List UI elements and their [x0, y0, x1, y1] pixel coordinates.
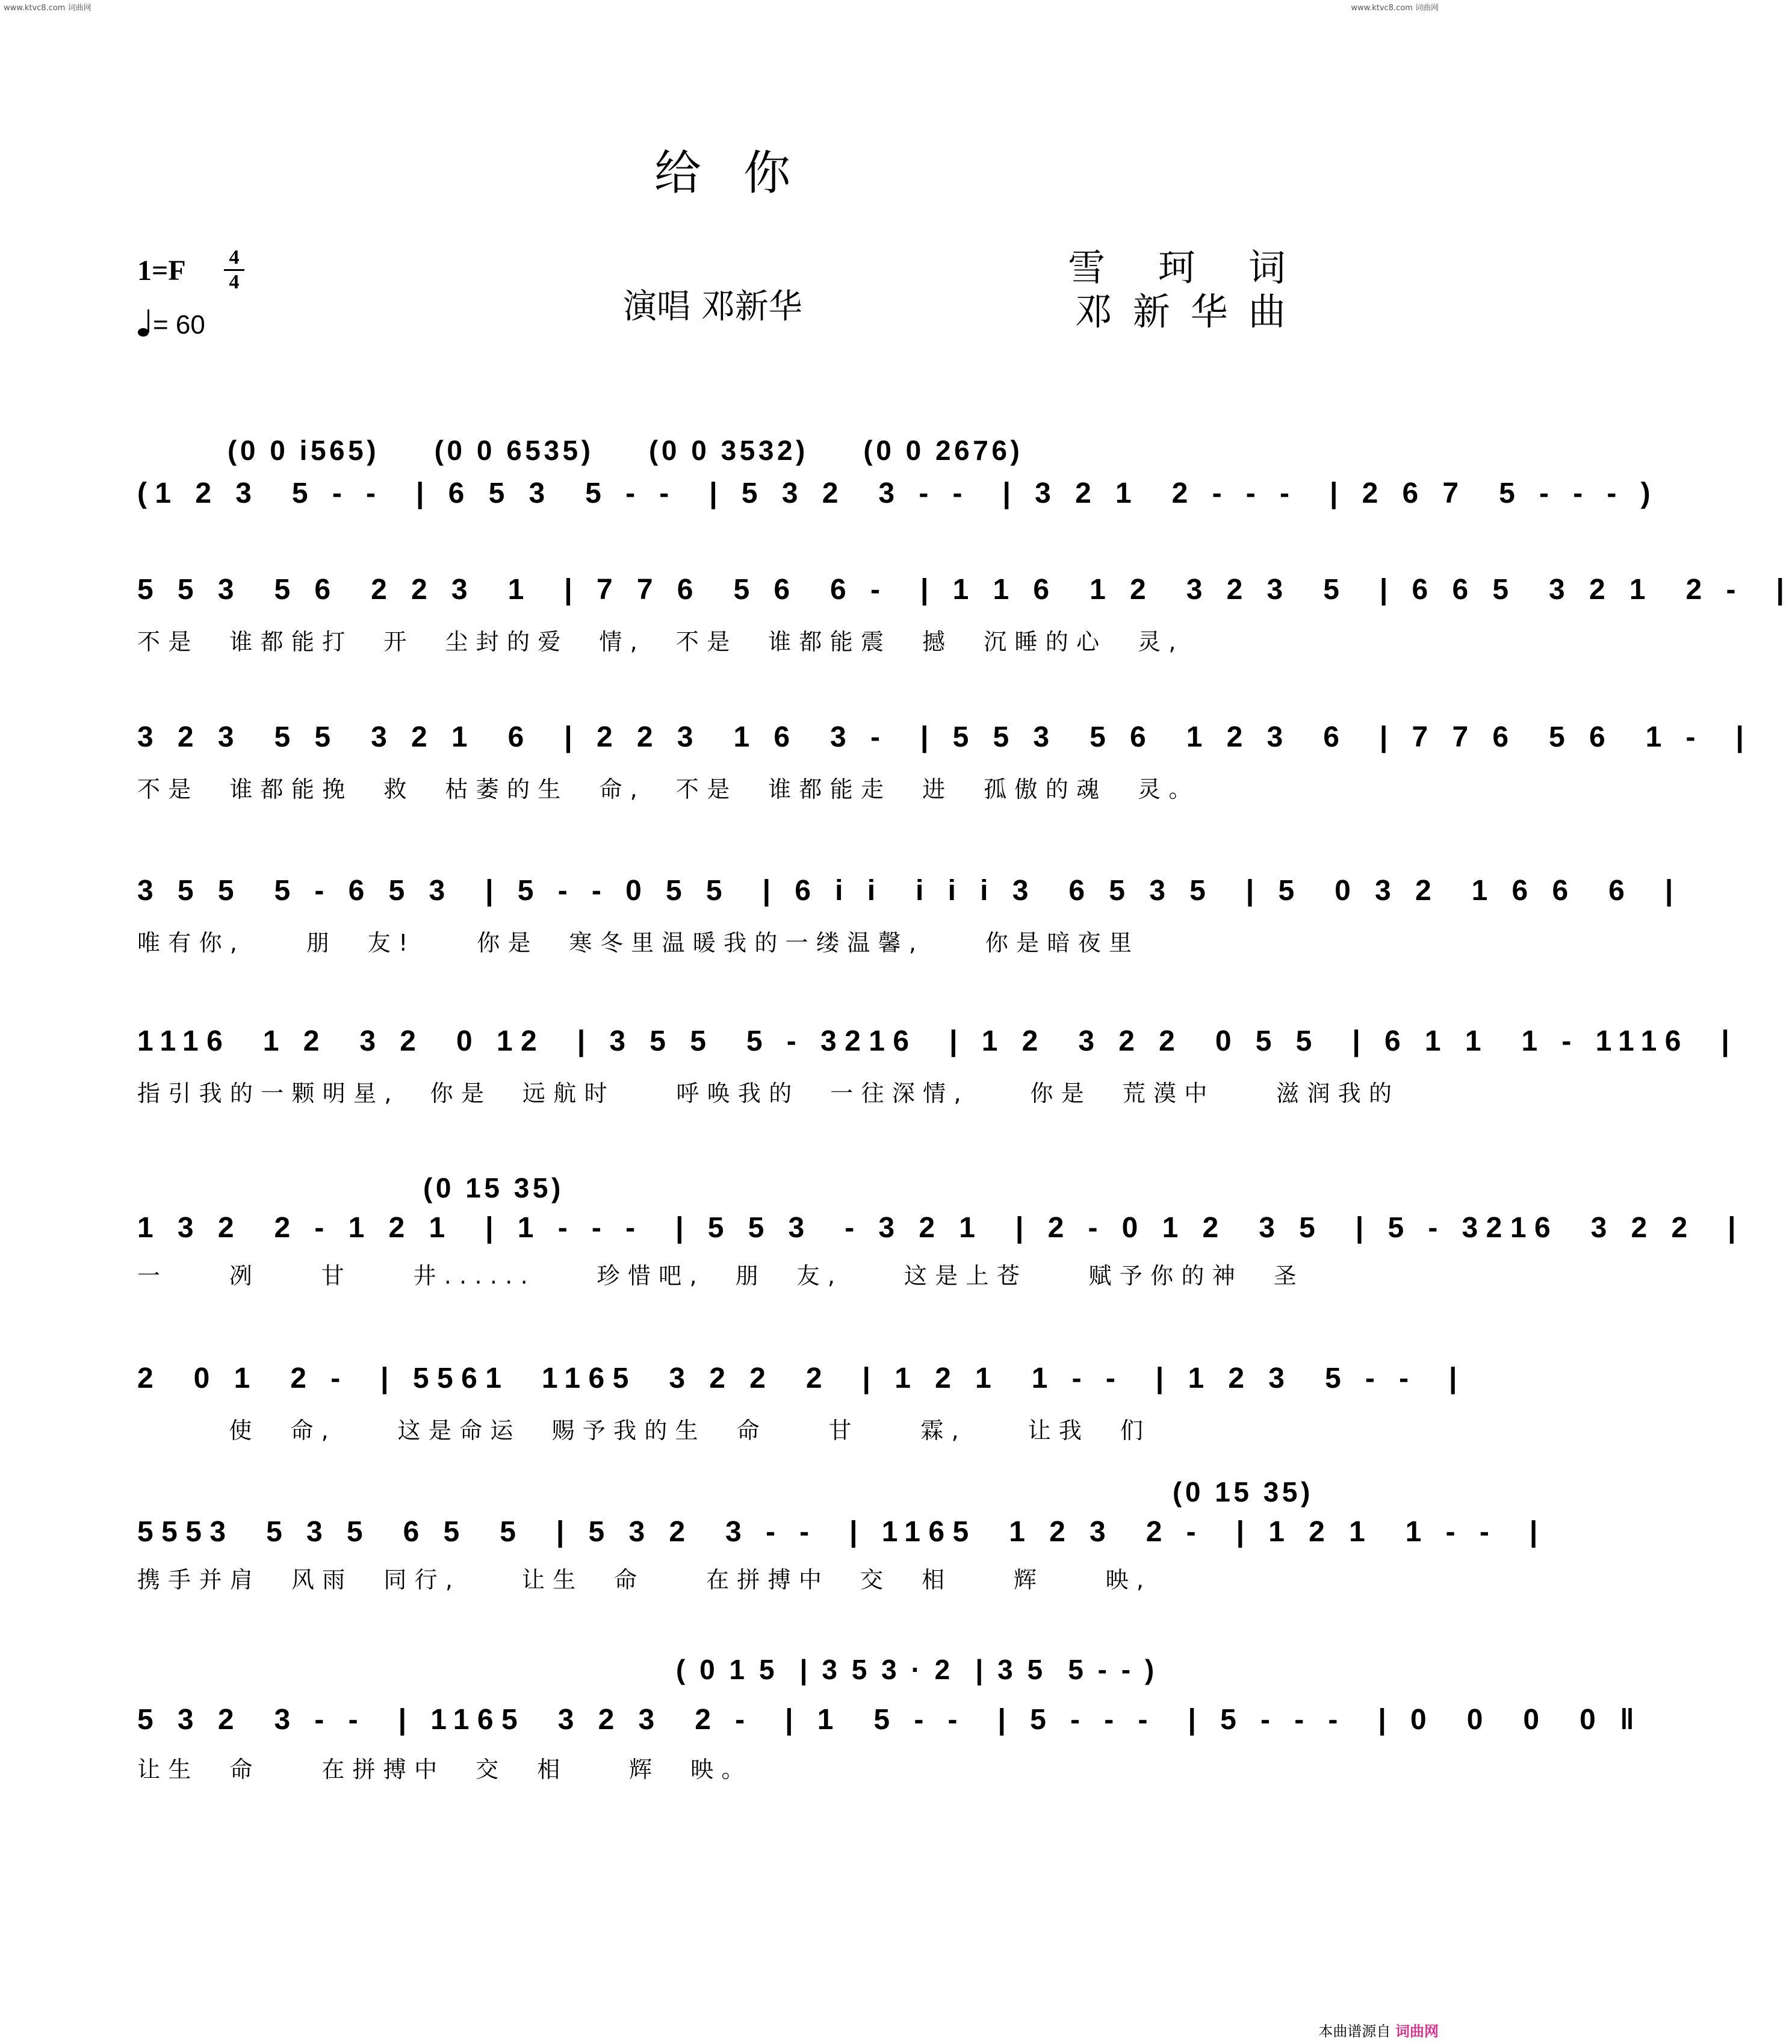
intro-marking: (0 15 35): [423, 1172, 564, 1204]
quarter-note-icon: [137, 308, 153, 345]
time-signature: [224, 247, 244, 293]
footer-brand[interactable]: 词曲网: [1395, 2023, 1439, 2040]
footer-credit: [1318, 2019, 1439, 2040]
intro-marking: (0 0 i565) (0 0 6535) (0 0 3532) (0 0 2676): [228, 435, 1023, 466]
key-signature: 1=F: [137, 255, 186, 287]
note-line: 5 5 3 5 6 2 2 3 1 | 7 7 6 5 6 6 - | 1 1 6 1 2 3 2 3 5 | 6 6 5 3 2 1 2 - |: [137, 574, 1792, 606]
watermark-left: www.ktvc8.com 词曲网: [4, 4, 91, 13]
lyric-line: 一 冽 甘 井...... 珍惜吧, 朋 友, 这是上苍 赋予你的神 圣: [137, 1263, 1305, 1289]
lyric-line: 携手并肩 风雨 同行, 让生 命 在拼搏中 交 相 辉 映,: [137, 1567, 1152, 1593]
note-line: 3 5 5 5 - 6 5 3 | 5 - - 0 5 5 | 6 i i i i i 3 6 5 3 5 | 5 0 3 2 1 6 6 6 |: [137, 875, 1681, 907]
intro-marking: (0 15 35): [1173, 1476, 1313, 1508]
lyric-line: 指引我的一颗明星, 你是 远航时 呼唤我的 一往深情, 你是 荒漠中 滋润我的: [137, 1080, 1400, 1107]
note-line: 5553 5 3 5 6 5 5 | 5 3 2 3 - - | 1165 1 2 3 2 - | 1 2 1 1 - - |: [137, 1516, 1546, 1548]
note-line: 1116 1 2 3 2 0 12 | 3 5 5 5 - 3216 | 1 2 3 2 2 0 5 5 | 6 1 1 1 - 1116 |: [137, 1025, 1738, 1057]
watermark-right: www.ktvc8.com 词曲网: [1351, 4, 1439, 13]
tempo-marking: [137, 308, 205, 345]
lyric-line: 不是 谁都能挽 救 枯萎的生 命, 不是 谁都能走 进 孤傲的魂 灵。: [137, 776, 1200, 803]
note-line: (1 2 3 5 - - | 6 5 3 5 - - | 5 3 2 3 - - | 3 2 1 2 - - - | 2 6 7 5 - - - ): [137, 477, 1659, 509]
note-line: 3 2 3 5 5 3 2 1 6 | 2 2 3 1 6 3 - | 5 5 3 5 6 1 2 3 6 | 7 7 6 5 6 1 - |: [137, 721, 1752, 753]
lyric-line: 唯有你, 朋 友! 你是 寒冬里温暖我的一缕温馨, 你是暗夜里: [137, 930, 1140, 956]
singer: 演唱 邓新华: [623, 287, 802, 326]
lyric-line: 使 命, 这是命运 赐予我的生 命 甘 霖, 让我 们: [137, 1417, 1152, 1444]
tempo-value: = 60: [153, 310, 205, 340]
time-signature-bottom: 4: [229, 271, 240, 293]
footer-text: 本曲谱源自: [1318, 2023, 1391, 2040]
time-signature-top: 4: [229, 246, 240, 269]
composer: 邓新华曲: [1074, 290, 1306, 334]
lyricist: 雪 珂 词: [1068, 246, 1306, 290]
lyric-line: 不是 谁都能打 开 尘封的爱 情, 不是 谁都能震 撼 沉睡的心 灵,: [137, 629, 1184, 655]
song-title: 给你: [654, 146, 833, 200]
note-line: 2 0 1 2 - | 5561 1165 3 2 2 2 | 1 2 1 1 - - | 1 2 3 5 - - |: [137, 1362, 1465, 1394]
note-line: 5 3 2 3 - - | 1165 3 2 3 2 - | 1 5 - - | 5 - - - | 5 - - - | 0 0 0 0 ‖: [137, 1704, 1643, 1736]
lyric-line: 让生 命 在拼搏中 交 相 辉 映。: [137, 1756, 752, 1783]
note-line: 1 3 2 2 - 1 2 1 | 1 - - - | 5 5 3 - 3 2 1 | 2 - 0 1 2 3 5 | 5 - 3216 3 2 2 |: [137, 1212, 1744, 1244]
intro-marking: ( 0 1 5 | 3 5 3 · 2 | 3 5 5 - - ): [676, 1654, 1158, 1685]
